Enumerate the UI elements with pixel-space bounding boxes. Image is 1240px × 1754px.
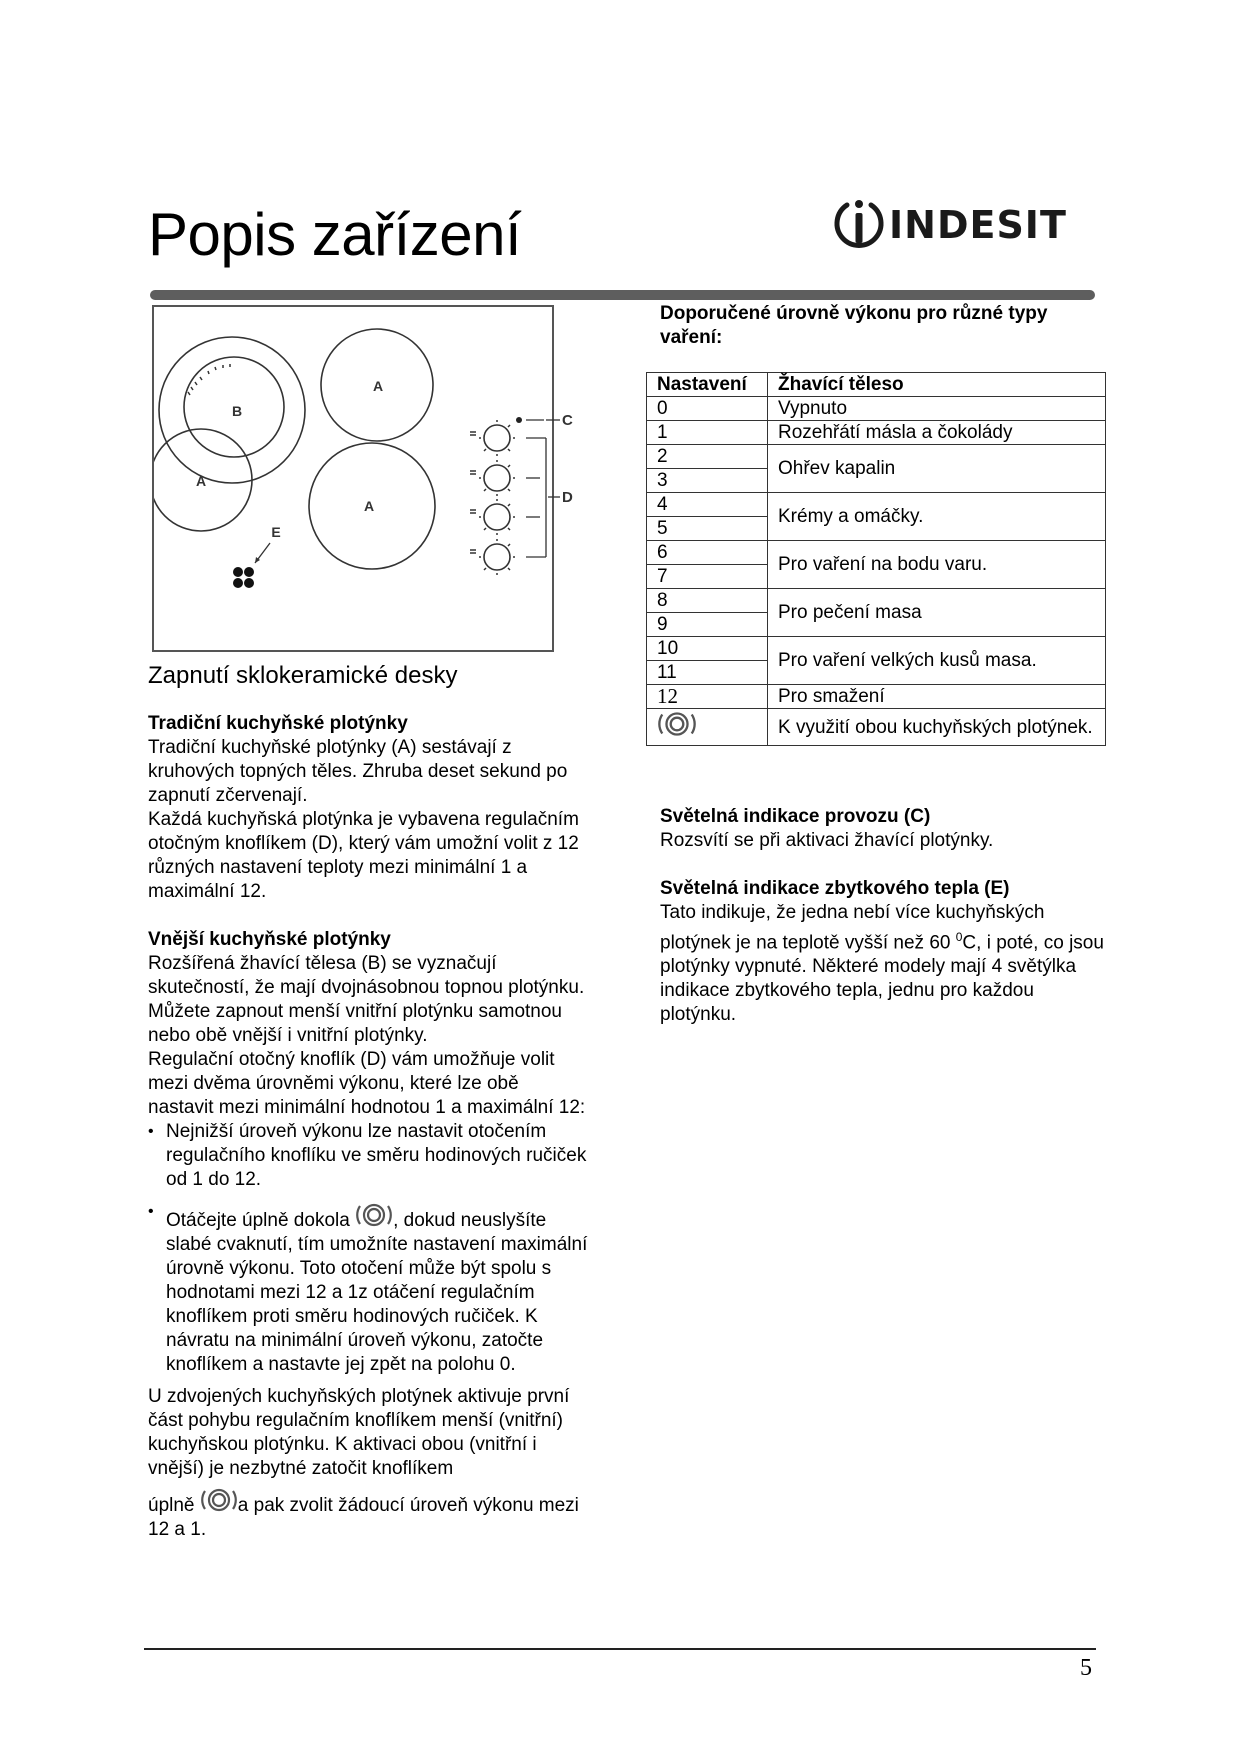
table-row: 0 Vypnuto — [647, 397, 1106, 421]
left-column — [148, 662, 588, 1542]
page-number: 5 — [1080, 1655, 1092, 1681]
table-row: 8 Pro pečení masa — [647, 589, 1106, 613]
dual-zone-icon — [355, 1200, 393, 1228]
table-row: 11 — [647, 661, 1106, 685]
table-row: 10 Pro vaření velkých kusů masa. — [647, 637, 1106, 661]
brand-wordmark: INDESIT — [889, 203, 1067, 247]
dual-zone-cell — [647, 709, 768, 746]
table-row: 6 Pro vaření na bodu varu. — [647, 541, 1106, 565]
power-levels-table — [646, 372, 1106, 746]
table-row: 1 Rozehřátí másla a čokolády — [647, 421, 1106, 445]
header-setting: Nastavení — [647, 373, 768, 397]
outer-zones-bullets — [148, 1120, 588, 1377]
outer-zones-title: Vnější kuchyňské plotýnky — [148, 929, 391, 950]
outer-zones-text-3: U zdvojených kuchyňských plotýnek aktivuje první část pohybu regulačním knoflíkem menší (vnitřní) kuchyňskou plotýnku. K aktivaci obou (vnitřní i vnější) je nezbytné zatočit knoflíkem — [148, 1386, 570, 1479]
indicator-e-title: Světelná indikace zbytkového tepla (E) — [660, 878, 1010, 899]
indicator-e-text: Tato indikuje, že jedna nebí více kuchyňských plotýnek je na teplotě vyšší než 60 $^0$C, i poté, co jsou plotýnky vypnuté. Některé modely mají 4 světýlka indikace zbytkového tepla, jednu pro každou plotýnku. — [660, 902, 1104, 1026]
label-zone-a-bottom: A — [363, 498, 375, 514]
indesit-emblem-icon — [833, 197, 885, 253]
indicator-c-text: Rozsvítí se při aktivaci žhavící plotýnky. — [660, 830, 994, 851]
traditional-zones-section — [148, 712, 588, 904]
label-zone-a-top: A — [372, 378, 384, 394]
bullet-item: • Nejnižší úroveň výkonu lze nastavit otočením regulačního knoflíku ve směru hodinových ručiček od 1 do 12. — [148, 1120, 588, 1192]
header-heating-element: Žhavící těleso — [768, 373, 1106, 397]
title-divider-bar — [150, 290, 1095, 300]
page-title: Popis zařízení — [148, 201, 522, 268]
table-header-row — [647, 373, 1106, 397]
traditional-zones-text-2: Každá kuchyňská plotýnka je vybavena regulačním otočným knoflíkem (D), který vám umožní volit z 12 různých nastavení teploty mezi minimální 1 a maximální 12. — [148, 809, 579, 902]
traditional-zones-title: Tradiční kuchyňské plotýnky — [148, 713, 408, 734]
table-row: 3 — [647, 469, 1106, 493]
table-row: 12 Pro smažení — [647, 685, 1106, 709]
label-zone-a-left: A — [195, 473, 207, 489]
table-row: 9 — [647, 613, 1106, 637]
table-row: 4 Krémy a omáčky. — [647, 493, 1106, 517]
dual-zone-icon — [657, 709, 697, 739]
traditional-zones-text-1: Tradiční kuchyňské plotýnky (A) sestávají z kruhových topných těles. Zhruba deset sekund po zapnutí zčervenají. — [148, 737, 568, 806]
table-row: 5 — [647, 517, 1106, 541]
dual-zone-icon — [200, 1485, 238, 1513]
footer-divider — [144, 1648, 1096, 1650]
table-row: K využití obou kuchyňských plotýnek. — [647, 709, 1106, 746]
outer-zones-text-2: Regulační otočný knoflík (D) vám umožňuje volit mezi dvěma úrovněmi výkonu, které lze obě nastavit mezi minimální hodnotou 1 a maximální 12: — [148, 1049, 586, 1118]
table-row: 2 Ohřev kapalin — [647, 445, 1106, 469]
bullet-item: • Otáčejte úplně dokola , dokud neuslyšíte slabé cvaknutí, tím umožníte nastavení maximální úrovně výkonu. Toto otočení může být spolu s hodnotami mezi 12 a 1z otáčení regulačním knoflíkem proti směru hodinových ručiček. K návratu na minimální úroveň výkonu, zatočte knoflíkem a nastavte jej zpět na polohu 0. — [148, 1200, 588, 1377]
label-zone-b: B — [231, 403, 243, 419]
label-indicator-c: C — [562, 412, 573, 429]
indesit-logo — [833, 197, 1067, 253]
hob-diagram — [152, 305, 573, 652]
section-heading: Zapnutí sklokeramické desky — [148, 662, 458, 689]
label-knobs-d: D — [562, 489, 573, 506]
indicators-section — [660, 805, 1110, 1027]
table-caption: Doporučené úrovně výkonu pro různé typy vaření: — [660, 303, 1048, 348]
indicator-c-title: Světelná indikace provozu (C) — [660, 806, 931, 827]
outer-zones-section — [148, 928, 588, 1542]
outer-zones-text-4: úplně a pak zvolit žádoucí úroveň výkonu mezi 12 a 1. — [148, 1485, 588, 1542]
label-residual-e: E — [271, 524, 281, 540]
right-column — [657, 302, 1105, 746]
table-row: 7 — [647, 565, 1106, 589]
outer-zones-text-1: Rozšířená žhavící tělesa (B) se vyznačují skutečností, že mají dvojnásobnou topnou plotýnku. Můžete zapnout menší vnitřní plotýnku samotnou nebo obě vnější i vnitřní plotýnky. — [148, 953, 585, 1046]
